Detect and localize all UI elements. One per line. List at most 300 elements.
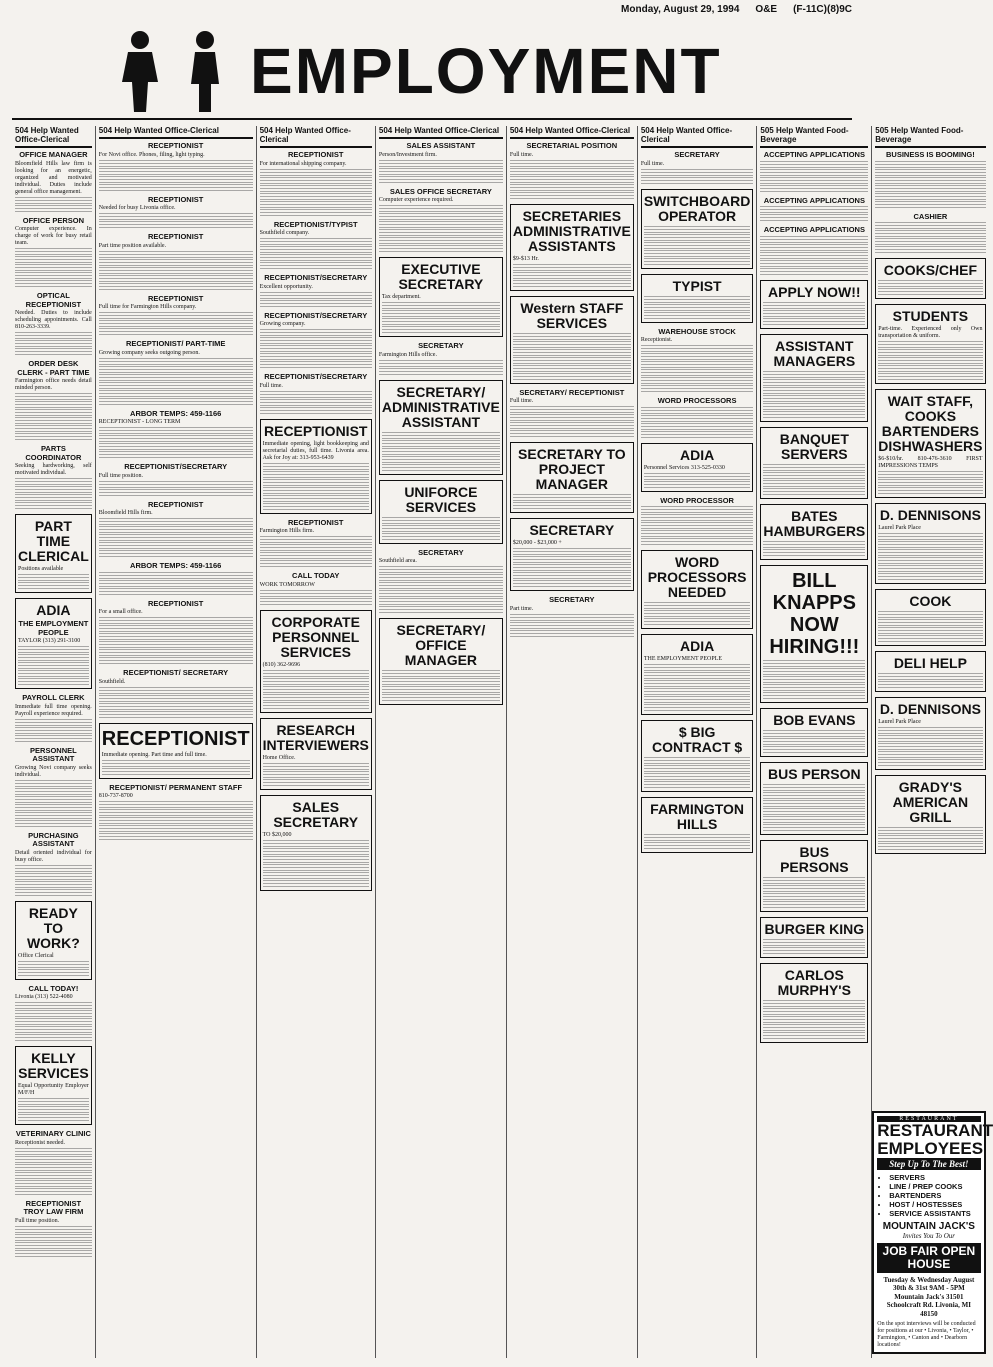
classified-ad	[875, 697, 985, 770]
ad-title: ACCEPTING APPLICATIONS	[763, 195, 865, 205]
figures-icon	[110, 28, 240, 114]
ad-title: RECEPTIONIST	[147, 293, 204, 303]
ad-text: Immediate full time opening. Payroll experience required.	[15, 703, 92, 717]
column-5	[507, 126, 638, 1358]
classified-ad	[260, 795, 372, 891]
classified-ad	[760, 963, 868, 1043]
ad-title: RECEPTIONIST	[147, 499, 204, 509]
section-banner	[40, 24, 840, 114]
ad-fine-print	[99, 617, 253, 624]
ad-fine-print	[763, 877, 865, 884]
ad-fine-print	[644, 610, 751, 617]
ad-fine-print	[875, 177, 985, 184]
ad-fine-print	[99, 160, 253, 167]
ad-fine-print	[99, 711, 253, 718]
ad-fine-print	[644, 312, 751, 319]
ad-fine-print	[99, 176, 253, 183]
ad-fine-print	[260, 536, 372, 543]
ad-headline: STUDENTS	[892, 308, 969, 324]
position-item: • SERVICE ASSISTANTS	[889, 1209, 980, 1218]
ad-fine-print	[379, 590, 503, 597]
ad-text: Needed. Duties to include scheduling appointments. Call 810-263-3339.	[15, 310, 92, 330]
classified-ad	[760, 504, 868, 560]
ad-fine-print	[760, 185, 868, 192]
ad-fine-print	[99, 633, 253, 640]
classified-ad	[99, 340, 253, 405]
ad-fine-print	[878, 681, 982, 688]
ad-fine-print	[510, 184, 634, 191]
page-number: (F-11C)(8)9C	[793, 4, 852, 15]
ad-fine-print	[513, 349, 631, 356]
ad-fine-print	[644, 602, 751, 609]
ad-title: SECRETARY	[418, 547, 464, 557]
ad-text: Person/Investment firm.	[378, 151, 437, 158]
ad-text: Tax department.	[381, 294, 421, 300]
classified-ad	[641, 720, 754, 792]
ad-text: Positions available	[18, 566, 64, 572]
ad-fine-print	[263, 763, 369, 770]
ad-fine-print	[510, 192, 634, 199]
ad-fine-print	[99, 451, 253, 458]
classified-ad	[15, 747, 92, 827]
ad-fine-print	[99, 809, 253, 816]
ad-fine-print	[875, 230, 985, 237]
classified-ad	[15, 901, 92, 980]
invite-text: Invites You To Our	[902, 1231, 955, 1240]
ad-fine-print	[382, 440, 500, 447]
ad-fine-print	[15, 865, 92, 872]
ad-fine-print	[513, 572, 631, 579]
ad-fine-print	[99, 390, 253, 397]
ad-headline: BURGER KING	[764, 920, 865, 937]
ad-fine-print	[99, 687, 253, 694]
classified-ad	[260, 151, 372, 216]
ad-title: RECEPTIONIST	[147, 141, 204, 150]
ad-title: RECEPTIONIST	[147, 232, 204, 241]
ad-fine-print	[15, 812, 92, 819]
ad-fine-print	[99, 534, 253, 541]
ad-headline: BATES HAMBURGERS	[763, 507, 866, 539]
ad-fine-print	[875, 185, 985, 192]
ad-fine-print	[263, 487, 369, 494]
ad-text: TO $20,000	[262, 831, 292, 838]
ad-title: SECRETARY	[418, 341, 464, 350]
ad-fine-print	[641, 530, 754, 537]
classified-ad	[510, 442, 634, 513]
ad-fine-print	[641, 177, 754, 184]
ad-fine-print	[763, 660, 865, 667]
ad-fine-print	[763, 692, 865, 699]
ad-title: WAREHOUSE STOCK	[658, 326, 736, 336]
ad-fine-print	[99, 283, 253, 290]
classified-ad	[260, 419, 372, 514]
ad-headline: BILL KNAPPS NOW HIRING!!!	[769, 569, 860, 658]
ad-text: For Novi office. Phones, filing, light typing.	[98, 151, 205, 158]
ad-text: Growing company seeks outgoing person.	[98, 349, 200, 356]
ad-fine-print	[382, 326, 500, 333]
ad-headline: RECEPTIONIST	[264, 422, 368, 439]
ad-headline: SECRETARY	[529, 522, 615, 538]
classified-ad	[15, 985, 92, 1042]
ad-fine-print	[763, 387, 865, 394]
ad-fine-print	[260, 169, 372, 176]
ad-fine-print	[379, 598, 503, 605]
ad-text: Laurel Park Place	[878, 525, 921, 531]
ad-fine-print	[644, 664, 751, 671]
classified-ad	[875, 213, 985, 254]
ad-headline: BANQUET SERVERS	[779, 430, 849, 462]
ad-headline: ADIA	[679, 446, 715, 463]
ad-fine-print	[763, 947, 865, 954]
ad-headline: TYPIST	[672, 277, 722, 294]
ad-fine-print	[260, 552, 372, 559]
ad-fine-print	[15, 735, 92, 742]
ad-fine-print	[641, 353, 754, 360]
ad-fine-print	[641, 361, 754, 368]
classified-ad	[379, 342, 503, 375]
ad-title: RESTAURANT EMPLOYEES	[877, 1120, 993, 1158]
column-header: 505 Help Wanted Food-Beverage	[760, 126, 868, 148]
event-name: JOB FAIR OPEN HOUSE	[877, 1243, 980, 1273]
ad-text: Full time for Farmington Hills company.	[98, 304, 197, 310]
ad-title: RECEPTIONIST TROY LAW FIRM	[23, 1198, 84, 1216]
ad-fine-print	[878, 611, 982, 618]
ad-fine-print	[99, 657, 253, 664]
ad-fine-print	[763, 472, 865, 479]
classified-ad	[875, 151, 985, 208]
classified-ad	[641, 189, 754, 269]
ad-fine-print	[263, 702, 369, 709]
ad-fine-print	[382, 310, 500, 317]
ad-fine-print	[99, 275, 253, 282]
ad-headline: UNIFORCE SERVICES	[404, 483, 478, 515]
ad-fine-print	[99, 580, 253, 587]
ad-headline: BUS PERSONS	[780, 843, 849, 875]
column-4	[376, 126, 507, 1358]
ad-headline: APPLY NOW!!	[768, 283, 861, 300]
ad-fine-print	[641, 415, 754, 422]
ad-title: ACCEPTING APPLICATIONS	[763, 150, 865, 159]
ad-fine-print	[878, 280, 982, 287]
ad-fine-print	[878, 743, 982, 750]
ad-fine-print	[99, 184, 253, 191]
ad-fine-print	[15, 1164, 92, 1171]
ad-title: WORD PROCESSOR	[660, 495, 734, 505]
ad-fine-print	[99, 695, 253, 702]
ad-fine-print	[513, 564, 631, 571]
ad-fine-print	[99, 703, 253, 710]
ad-fine-print	[878, 373, 982, 380]
ad-fine-print	[641, 423, 754, 430]
ad-text: Growing company.	[259, 321, 306, 327]
classified-ad	[510, 518, 634, 591]
classified-ad	[510, 596, 634, 637]
ad-top-label: RESTAURANT	[877, 1116, 980, 1122]
ad-fine-print	[878, 533, 982, 540]
ad-fine-print	[382, 464, 500, 471]
ad-fine-print	[263, 872, 369, 879]
ad-title: RECEPTIONIST/ PERMANENT STAFF	[109, 782, 243, 792]
ad-fine-print	[644, 242, 751, 249]
ad-fine-print	[263, 880, 369, 887]
ad-fine-print	[379, 245, 503, 252]
classified-ad	[260, 373, 372, 414]
ad-fine-print	[15, 1242, 92, 1249]
ad-text: Immediate opening. Part time and full time.	[101, 751, 207, 758]
ad-fine-print	[644, 696, 751, 703]
ad-headline: RESEARCH INTERVIEWERS	[262, 721, 369, 753]
classified-ad	[641, 634, 754, 715]
classified-ad	[875, 304, 985, 384]
ad-text: (810) 362-9696	[262, 661, 301, 668]
ad-headline: PART TIME CLERICAL	[18, 518, 89, 564]
ad-fine-print	[15, 1172, 92, 1179]
column-header: 504 Help Wanted Office-Clerical	[379, 126, 503, 139]
event-location: Mountain Jack's 31501 Schoolcraft Rd. Livonia, MI 48150	[886, 1292, 971, 1318]
ad-fine-print	[99, 588, 253, 595]
ad-fine-print	[99, 625, 253, 632]
classified-ad	[15, 832, 92, 896]
classified-ad	[760, 565, 868, 703]
ad-fine-print	[99, 168, 253, 175]
ad-fine-print	[878, 341, 982, 348]
ad-fine-print	[15, 417, 92, 424]
classified-ad	[379, 549, 503, 614]
classified-ad	[510, 142, 634, 199]
ad-fine-print	[763, 800, 865, 807]
ad-title: OPTICAL RECEPTIONIST	[25, 291, 82, 309]
ad-fine-print	[15, 780, 92, 787]
ad-text: TAYLOR (313) 291-3100	[18, 638, 81, 644]
ad-fine-print	[260, 590, 372, 597]
ad-fine-print	[15, 1250, 92, 1257]
ad-headline: WAIT STAFF, COOKS BARTENDERS DISHWASHERS	[878, 393, 983, 454]
ad-fine-print	[644, 473, 751, 480]
column-1	[12, 126, 96, 1358]
ad-fine-print	[379, 368, 503, 375]
ad-fine-print	[875, 169, 985, 176]
ad-headline: BUS PERSON	[768, 765, 861, 782]
ad-fine-print	[878, 357, 982, 364]
ad-fine-print	[379, 160, 503, 167]
ad-fine-print	[99, 572, 253, 579]
ad-fine-print	[760, 268, 868, 275]
ad-fine-print	[878, 727, 982, 734]
classified-ad	[15, 694, 92, 742]
ad-fine-print	[260, 345, 372, 352]
classified-ad	[379, 480, 503, 544]
ad-fine-print	[15, 433, 92, 440]
ad-fine-print	[513, 556, 631, 563]
ad-text: Part-time. Experienced only Own transportation & uniform.	[878, 326, 983, 339]
ad-fine-print	[760, 161, 868, 168]
ad-headline: SECRETARY TO PROJECT MANAGER	[518, 446, 626, 492]
ad-fine-print	[510, 422, 634, 429]
ad-fine-print	[263, 694, 369, 701]
ad-fine-print	[15, 248, 92, 255]
ad-headline: ADIA	[679, 638, 715, 654]
ad-fine-print	[644, 834, 751, 841]
ad-headline: SWITCHBOARD OPERATOR	[643, 192, 751, 224]
ad-text: Farmington office needs detail minded person.	[15, 378, 92, 391]
ad-fine-print	[15, 409, 92, 416]
classified-ad	[99, 295, 253, 336]
ad-fine-print	[644, 757, 751, 764]
ad-title: CALL TODAY!	[28, 983, 79, 993]
ad-fine-print	[15, 881, 92, 888]
ad-fine-print	[15, 1034, 92, 1041]
ad-fine-print	[15, 719, 92, 726]
ad-fine-print	[260, 262, 372, 269]
ad-headline: READY TO WORK?	[26, 904, 80, 951]
ad-fine-print	[763, 411, 865, 418]
ad-headline: DELI HELP	[893, 655, 967, 671]
ad-text: Personnel Services 313-525-0330	[643, 464, 725, 471]
ad-fine-print	[18, 961, 89, 968]
position-item: • LINE / PREP COOKS	[889, 1182, 980, 1191]
restaurant-employees-ad	[872, 1111, 993, 1355]
classified-ad	[641, 274, 754, 323]
ad-fine-print	[99, 267, 253, 274]
ad-fine-print	[763, 885, 865, 892]
ad-fine-print	[878, 751, 982, 758]
ad-fine-print	[644, 226, 751, 233]
ad-fine-print	[379, 606, 503, 613]
event-dates: Tuesday & Wednesday August 30th & 31st 9AM - 5PM	[883, 1275, 975, 1292]
ad-fine-print	[510, 406, 634, 413]
ad-fine-print	[763, 488, 865, 495]
ad-text: Southfield.	[98, 678, 126, 685]
classified-ad	[760, 762, 868, 835]
ad-fine-print	[878, 288, 982, 295]
ad-fine-print	[763, 318, 865, 325]
ad-fine-print	[382, 694, 500, 701]
classified-ad	[760, 280, 868, 329]
classified-ad	[15, 598, 92, 689]
ad-fine-print	[875, 161, 985, 168]
classified-ad	[510, 204, 634, 291]
ad-fine-print	[875, 222, 985, 229]
ad-fine-print	[513, 494, 631, 501]
ad-fine-print	[644, 234, 751, 241]
ad-fine-print	[18, 969, 89, 976]
classified-ad	[99, 669, 253, 718]
ad-fine-print	[875, 193, 985, 200]
classified-ad	[875, 258, 985, 299]
ad-fine-print	[15, 889, 92, 896]
ad-text: Computer experience required.	[378, 197, 454, 203]
ad-fine-print	[763, 1016, 865, 1023]
ad-fine-print	[878, 479, 982, 486]
classified-ad	[99, 501, 253, 558]
classified-ad	[260, 572, 372, 605]
paper-name: O&E	[755, 4, 778, 15]
position-item: • BARTENDERS	[889, 1191, 980, 1200]
ad-fine-print	[260, 185, 372, 192]
classified-columns	[12, 126, 993, 1358]
ad-fine-print	[18, 646, 89, 653]
ad-title: ORDER DESK CLERK - PART TIME	[17, 359, 90, 377]
ad-fine-print	[260, 254, 372, 261]
column-header: 504 Help Wanted Office-Clerical	[510, 126, 634, 139]
ad-fine-print	[263, 686, 369, 693]
ad-fine-print	[379, 205, 503, 212]
ad-fine-print	[15, 425, 92, 432]
ad-fine-print	[99, 213, 253, 220]
ad-headline: COOKS/CHEF	[883, 262, 978, 278]
ad-fine-print	[644, 773, 751, 780]
ad-text: For international shipping company.	[259, 160, 347, 167]
ad-fine-print	[510, 168, 634, 175]
ad-text: Farmington Hills firm.	[259, 528, 315, 534]
ad-fine-print	[260, 353, 372, 360]
ad-fine-print	[15, 348, 92, 355]
ad-text: $6-$10/hr. 810-476-3610 FIRST IMPRESSIONS TEMPS	[878, 456, 983, 469]
ad-text: Office Clerical	[18, 952, 54, 959]
ad-fine-print	[382, 302, 500, 309]
ad-fine-print	[263, 848, 369, 855]
ad-fine-print	[18, 582, 89, 589]
ad-fine-print	[513, 580, 631, 587]
ad-fine-print	[513, 357, 631, 364]
ad-fine-print	[99, 320, 253, 327]
ad-fine-print	[382, 525, 500, 532]
ad-fine-print	[99, 489, 253, 496]
ad-fine-print	[875, 201, 985, 208]
ad-fine-print	[15, 804, 92, 811]
classified-ad	[99, 562, 253, 595]
classified-ad	[260, 718, 372, 790]
ad-fine-print	[763, 395, 865, 402]
classified-ad	[760, 427, 868, 499]
ad-fine-print	[644, 781, 751, 788]
classified-ad	[379, 257, 503, 337]
ad-text: Part time position available.	[98, 242, 167, 249]
ad-title: RECEPTIONIST/ SECRETARY	[123, 668, 229, 677]
classified-ad	[760, 840, 868, 912]
ad-fine-print	[644, 765, 751, 772]
ad-text: Laurel Park Place	[878, 719, 921, 725]
ad-text: Bloomfield Hills law firm is looking for an energetic, organized and motivated individual. Duties include general office management.	[15, 160, 92, 195]
ad-fine-print	[763, 784, 865, 791]
ad-fine-print	[763, 403, 865, 410]
classified-ad	[875, 775, 985, 854]
ad-fine-print	[878, 557, 982, 564]
ad-fine-print	[878, 843, 982, 850]
classified-ad	[641, 497, 754, 546]
ad-fine-print	[18, 1106, 89, 1113]
ad-fine-print	[18, 662, 89, 669]
ad-fine-print	[260, 544, 372, 551]
ad-fine-print	[18, 1114, 89, 1121]
ad-fine-print	[382, 678, 500, 685]
ad-fine-print	[763, 1024, 865, 1031]
ad-fine-print	[641, 431, 754, 438]
ad-text: Full time position.	[15, 1217, 60, 1224]
ad-fine-print	[15, 502, 92, 509]
ad-fine-print	[513, 333, 631, 340]
ad-fine-print	[513, 341, 631, 348]
classified-ad	[15, 217, 92, 288]
ad-headline: D. DENNISONS	[879, 701, 981, 717]
classified-ad	[15, 1046, 92, 1125]
ad-text: Receptionist.	[640, 337, 673, 343]
ad-title: PARTS COORDINATOR	[25, 444, 82, 462]
ad-title: RECEPTIONIST	[288, 150, 344, 159]
ad-fine-print	[763, 808, 865, 815]
ad-fine-print	[763, 480, 865, 487]
ad-title: PERSONNEL ASSISTANT	[30, 745, 77, 763]
